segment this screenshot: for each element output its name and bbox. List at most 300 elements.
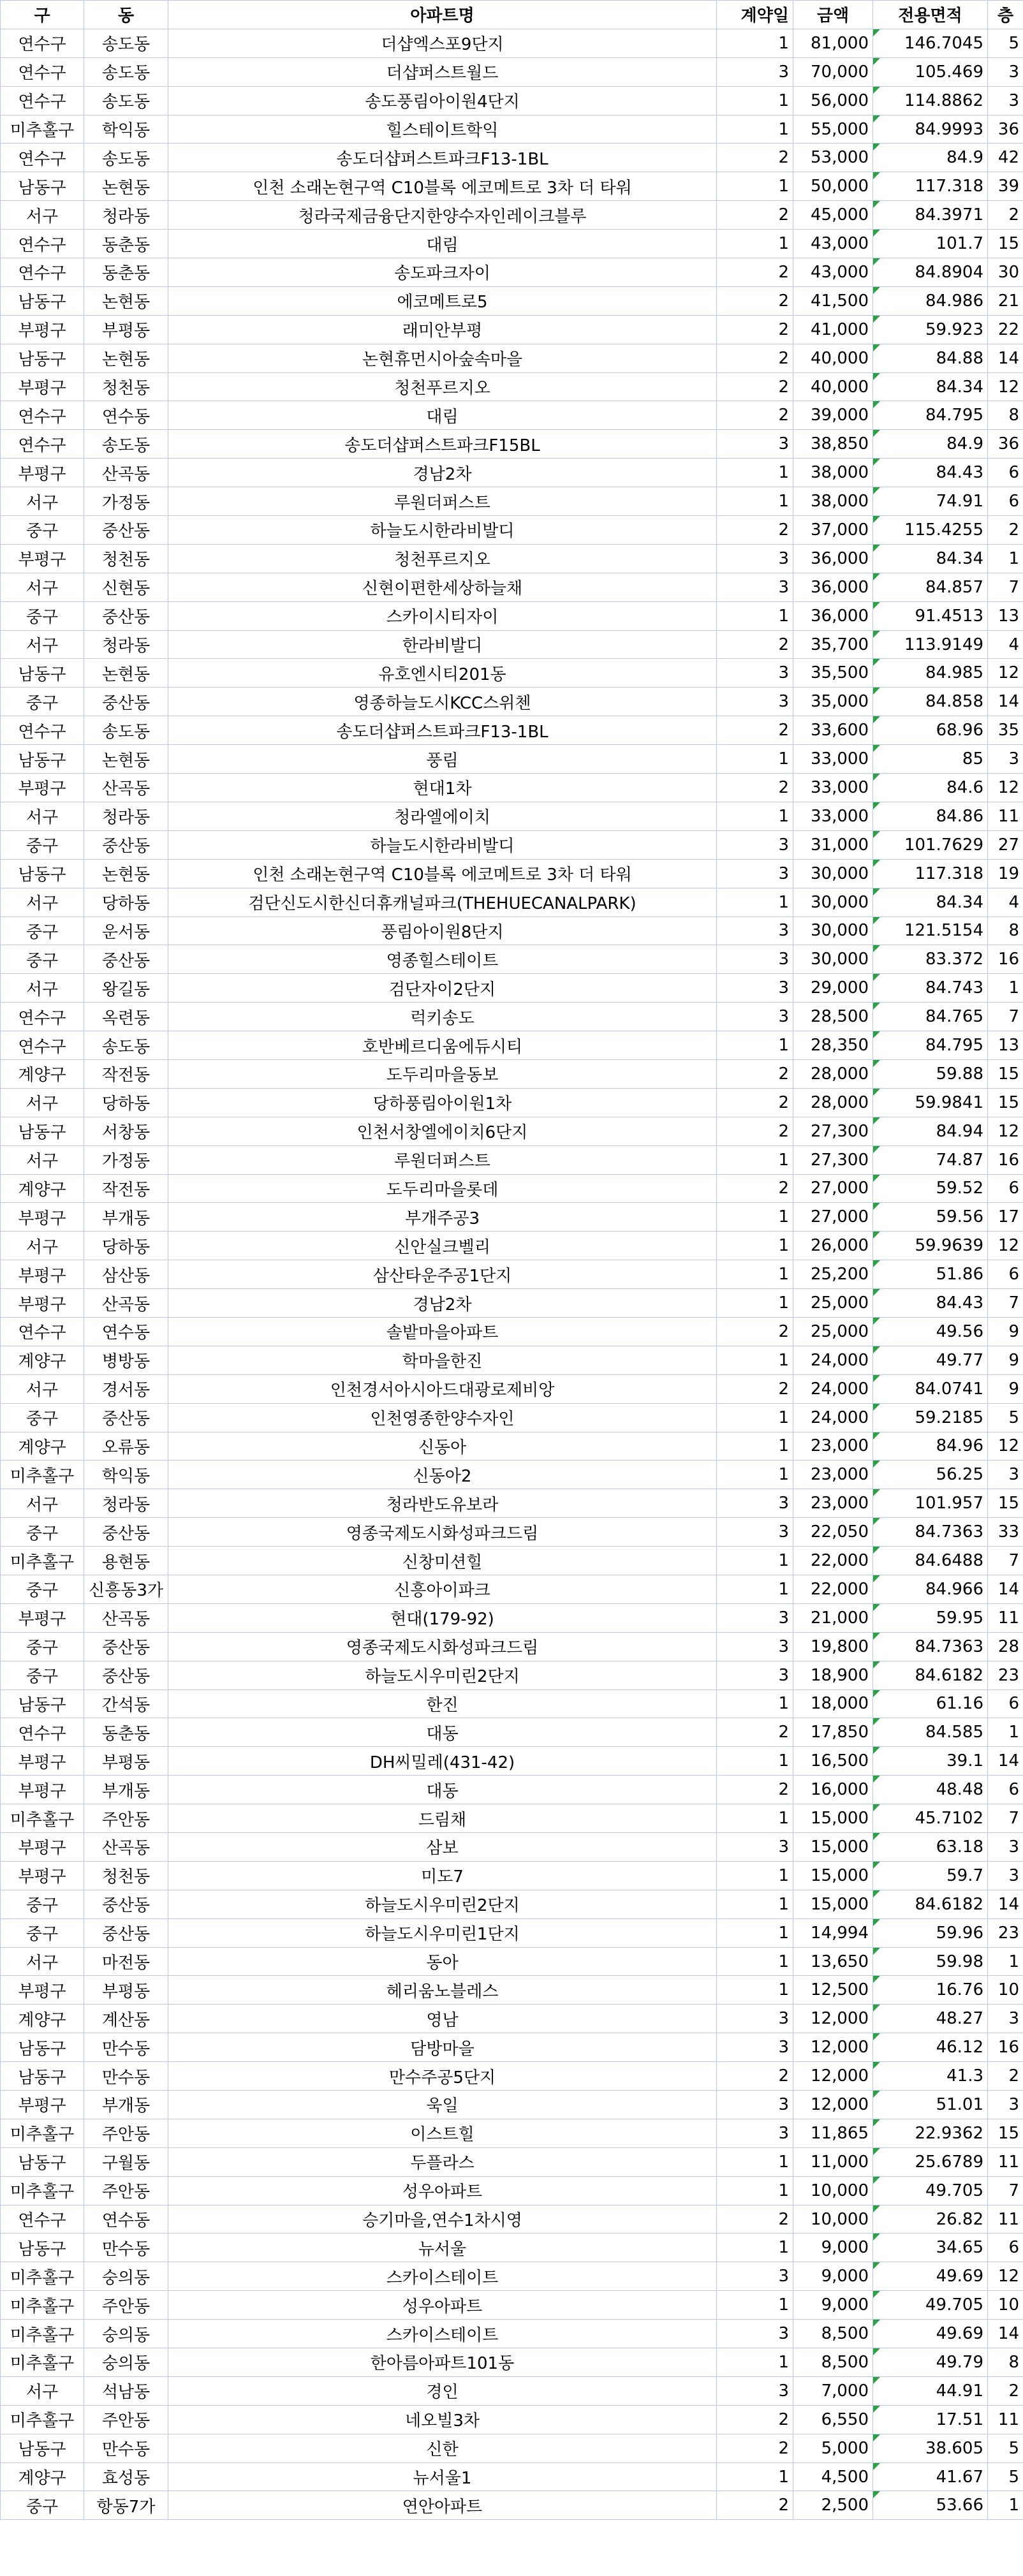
cell-apartment-name[interactable]: 논현휴먼시아숲속마을 — [168, 344, 717, 372]
cell-amount[interactable]: 81,000 — [793, 29, 873, 57]
cell-contract-day[interactable]: 1 — [717, 1689, 793, 1718]
cell-amount[interactable]: 9,000 — [793, 2234, 873, 2262]
cell-apartment-name[interactable]: 승기마을,연수1차시영 — [168, 2205, 717, 2234]
cell-apartment-name[interactable]: 청천푸르지오 — [168, 544, 717, 573]
cell-apartment-name[interactable]: 영남 — [168, 2005, 717, 2033]
cell-gu[interactable]: 계양구 — [1, 2005, 84, 2033]
cell-gu[interactable]: 중구 — [1, 516, 84, 545]
cell-amount[interactable]: 33,600 — [793, 716, 873, 745]
cell-contract-day[interactable]: 1 — [717, 1403, 793, 1432]
cell-gu[interactable]: 남동구 — [1, 172, 84, 201]
cell-gu[interactable]: 연수구 — [1, 230, 84, 258]
cell-apartment-name[interactable]: 청천푸르지오 — [168, 372, 717, 401]
cell-apartment-name[interactable]: 루원더퍼스트 — [168, 1145, 717, 1174]
cell-area[interactable]: 17.51 — [873, 2405, 988, 2434]
header-floor[interactable]: 층 — [988, 1, 1023, 29]
cell-floor[interactable]: 12 — [988, 1117, 1023, 1145]
cell-dong[interactable]: 가정동 — [84, 1145, 168, 1174]
cell-floor[interactable]: 6 — [988, 1174, 1023, 1203]
cell-floor[interactable]: 3 — [988, 2005, 1023, 2033]
cell-amount[interactable]: 70,000 — [793, 57, 873, 86]
cell-dong[interactable]: 구월동 — [84, 2147, 168, 2176]
cell-floor[interactable]: 3 — [988, 1461, 1023, 1489]
cell-apartment-name[interactable]: 헤리움노블레스 — [168, 1976, 717, 2005]
cell-area[interactable]: 84.795 — [873, 1031, 988, 1060]
cell-apartment-name[interactable]: 신현이편한세상하늘채 — [168, 573, 717, 601]
cell-area[interactable]: 46.12 — [873, 2033, 988, 2062]
header-dong[interactable]: 동 — [84, 1, 168, 29]
cell-floor[interactable]: 22 — [988, 315, 1023, 344]
cell-floor[interactable]: 1 — [988, 974, 1023, 1003]
cell-floor[interactable]: 33 — [988, 1518, 1023, 1547]
cell-contract-day[interactable]: 3 — [717, 1661, 793, 1689]
cell-amount[interactable]: 40,000 — [793, 344, 873, 372]
cell-area[interactable]: 85 — [873, 745, 988, 774]
cell-area[interactable]: 39.1 — [873, 1747, 988, 1776]
cell-amount[interactable]: 50,000 — [793, 172, 873, 201]
cell-floor[interactable]: 1 — [988, 1718, 1023, 1747]
cell-gu[interactable]: 중구 — [1, 688, 84, 716]
cell-apartment-name[interactable]: 하늘도시우미린2단지 — [168, 1661, 717, 1689]
cell-gu[interactable]: 부평구 — [1, 1747, 84, 1776]
cell-amount[interactable]: 18,000 — [793, 1689, 873, 1718]
cell-contract-day[interactable]: 1 — [717, 1575, 793, 1603]
cell-floor[interactable]: 12 — [988, 774, 1023, 802]
cell-amount[interactable]: 11,000 — [793, 2147, 873, 2176]
cell-apartment-name[interactable]: 인천 소래논현구역 C10블록 에코메트로 3차 더 타워 — [168, 859, 717, 888]
cell-gu[interactable]: 서구 — [1, 1489, 84, 1518]
cell-dong[interactable]: 용현동 — [84, 1547, 168, 1575]
cell-floor[interactable]: 2 — [988, 516, 1023, 545]
cell-gu[interactable]: 서구 — [1, 802, 84, 830]
cell-apartment-name[interactable]: 당하풍림아이원1차 — [168, 1088, 717, 1117]
cell-amount[interactable]: 26,000 — [793, 1232, 873, 1260]
cell-dong[interactable]: 만수동 — [84, 2234, 168, 2262]
cell-dong[interactable]: 부개동 — [84, 1203, 168, 1232]
cell-gu[interactable]: 중구 — [1, 1575, 84, 1603]
cell-dong[interactable]: 중산동 — [84, 688, 168, 716]
cell-gu[interactable]: 서구 — [1, 1232, 84, 1260]
cell-area[interactable]: 84.8904 — [873, 258, 988, 287]
cell-gu[interactable]: 남동구 — [1, 859, 84, 888]
cell-gu[interactable]: 서구 — [1, 888, 84, 916]
cell-apartment-name[interactable]: 만수주공5단지 — [168, 2062, 717, 2091]
cell-floor[interactable]: 6 — [988, 1776, 1023, 1804]
cell-dong[interactable]: 송도동 — [84, 29, 168, 57]
cell-apartment-name[interactable]: 한아름아파트101동 — [168, 2348, 717, 2377]
cell-floor[interactable]: 3 — [988, 57, 1023, 86]
cell-amount[interactable]: 22,000 — [793, 1575, 873, 1603]
header-apartment-name[interactable]: 아파트명 — [168, 1, 717, 29]
cell-floor[interactable]: 14 — [988, 2320, 1023, 2348]
cell-apartment-name[interactable]: 송도풍림아이원4단지 — [168, 86, 717, 115]
cell-area[interactable]: 84.743 — [873, 974, 988, 1003]
cell-amount[interactable]: 16,000 — [793, 1776, 873, 1804]
cell-apartment-name[interactable]: 풍림 — [168, 745, 717, 774]
cell-dong[interactable]: 숭의동 — [84, 2348, 168, 2377]
cell-apartment-name[interactable]: 하늘도시한라비발디 — [168, 516, 717, 545]
cell-apartment-name[interactable]: 한라비발디 — [168, 630, 717, 659]
cell-contract-day[interactable]: 3 — [717, 544, 793, 573]
cell-floor[interactable]: 16 — [988, 945, 1023, 974]
cell-contract-day[interactable]: 1 — [717, 1547, 793, 1575]
cell-floor[interactable]: 3 — [988, 1833, 1023, 1862]
cell-area[interactable]: 121.5154 — [873, 916, 988, 945]
cell-apartment-name[interactable]: 풍림아이원8단지 — [168, 916, 717, 945]
cell-area[interactable]: 105.469 — [873, 57, 988, 86]
cell-dong[interactable]: 숭의동 — [84, 2320, 168, 2348]
cell-floor[interactable]: 7 — [988, 1804, 1023, 1833]
cell-floor[interactable]: 8 — [988, 916, 1023, 945]
cell-dong[interactable]: 중산동 — [84, 1632, 168, 1661]
cell-gu[interactable]: 남동구 — [1, 2062, 84, 2091]
cell-gu[interactable]: 계양구 — [1, 2462, 84, 2491]
cell-area[interactable]: 84.96 — [873, 1432, 988, 1461]
cell-floor[interactable]: 12 — [988, 659, 1023, 688]
cell-floor[interactable]: 6 — [988, 459, 1023, 487]
cell-dong[interactable]: 중산동 — [84, 945, 168, 974]
cell-area[interactable]: 59.98 — [873, 1947, 988, 1976]
cell-contract-day[interactable]: 3 — [717, 916, 793, 945]
cell-gu[interactable]: 부평구 — [1, 372, 84, 401]
cell-gu[interactable]: 연수구 — [1, 716, 84, 745]
cell-apartment-name[interactable]: 인천영종한양수자인 — [168, 1403, 717, 1432]
cell-gu[interactable]: 중구 — [1, 1632, 84, 1661]
cell-gu[interactable]: 부평구 — [1, 1289, 84, 1318]
cell-apartment-name[interactable]: 성우아파트 — [168, 2291, 717, 2320]
cell-amount[interactable]: 27,000 — [793, 1203, 873, 1232]
cell-area[interactable]: 16.76 — [873, 1976, 988, 2005]
cell-gu[interactable]: 중구 — [1, 1661, 84, 1689]
cell-floor[interactable]: 15 — [988, 1059, 1023, 1088]
cell-contract-day[interactable]: 1 — [717, 2348, 793, 2377]
cell-dong[interactable]: 만수동 — [84, 2033, 168, 2062]
cell-amount[interactable]: 8,500 — [793, 2320, 873, 2348]
cell-dong[interactable]: 삼산동 — [84, 1260, 168, 1289]
cell-floor[interactable]: 12 — [988, 372, 1023, 401]
cell-floor[interactable]: 35 — [988, 716, 1023, 745]
cell-apartment-name[interactable]: 하늘도시우미린2단지 — [168, 1890, 717, 1918]
cell-gu[interactable]: 남동구 — [1, 286, 84, 315]
cell-gu[interactable]: 연수구 — [1, 258, 84, 287]
cell-amount[interactable]: 22,000 — [793, 1547, 873, 1575]
cell-dong[interactable]: 산곡동 — [84, 459, 168, 487]
cell-contract-day[interactable]: 2 — [717, 716, 793, 745]
cell-dong[interactable]: 부평동 — [84, 315, 168, 344]
cell-dong[interactable]: 병방동 — [84, 1346, 168, 1374]
cell-apartment-name[interactable]: 송도더샵퍼스트파크F13-1BL — [168, 144, 717, 172]
cell-contract-day[interactable]: 2 — [717, 315, 793, 344]
cell-apartment-name[interactable]: 두플라스 — [168, 2147, 717, 2176]
cell-contract-day[interactable]: 1 — [717, 459, 793, 487]
cell-amount[interactable]: 38,000 — [793, 487, 873, 516]
cell-floor[interactable]: 39 — [988, 172, 1023, 201]
cell-area[interactable]: 49.69 — [873, 2320, 988, 2348]
cell-amount[interactable]: 15,000 — [793, 1833, 873, 1862]
cell-apartment-name[interactable]: 인천서창엘에이치6단지 — [168, 1117, 717, 1145]
cell-apartment-name[interactable]: 영종국제도시화성파크드림 — [168, 1632, 717, 1661]
cell-amount[interactable]: 22,050 — [793, 1518, 873, 1547]
cell-dong[interactable]: 연수동 — [84, 1317, 168, 1346]
cell-dong[interactable]: 송도동 — [84, 144, 168, 172]
cell-amount[interactable]: 25,000 — [793, 1289, 873, 1318]
cell-area[interactable]: 84.986 — [873, 286, 988, 315]
cell-dong[interactable]: 주안동 — [84, 1804, 168, 1833]
cell-gu[interactable]: 미추홀구 — [1, 2405, 84, 2434]
cell-area[interactable]: 84.7363 — [873, 1518, 988, 1547]
cell-apartment-name[interactable]: 삼보 — [168, 1833, 717, 1862]
cell-area[interactable]: 45.7102 — [873, 1804, 988, 1833]
cell-gu[interactable]: 중구 — [1, 601, 84, 630]
cell-area[interactable]: 84.6182 — [873, 1890, 988, 1918]
cell-contract-day[interactable]: 3 — [717, 2119, 793, 2147]
cell-floor[interactable]: 4 — [988, 888, 1023, 916]
cell-floor[interactable]: 3 — [988, 745, 1023, 774]
cell-dong[interactable]: 학익동 — [84, 1461, 168, 1489]
cell-area[interactable]: 84.765 — [873, 1003, 988, 1031]
cell-floor[interactable]: 2 — [988, 201, 1023, 230]
cell-gu[interactable]: 부평구 — [1, 459, 84, 487]
cell-apartment-name[interactable]: 신안실크벨리 — [168, 1232, 717, 1260]
cell-apartment-name[interactable]: 현대(179-92) — [168, 1603, 717, 1632]
cell-apartment-name[interactable]: 경인 — [168, 2376, 717, 2405]
cell-amount[interactable]: 41,000 — [793, 315, 873, 344]
cell-apartment-name[interactable]: 루원더퍼스트 — [168, 487, 717, 516]
cell-area[interactable]: 22.9362 — [873, 2119, 988, 2147]
cell-amount[interactable]: 19,800 — [793, 1632, 873, 1661]
cell-area[interactable]: 84.9 — [873, 430, 988, 459]
cell-area[interactable]: 84.43 — [873, 459, 988, 487]
cell-area[interactable]: 34.65 — [873, 2234, 988, 2262]
cell-area[interactable]: 49.56 — [873, 1317, 988, 1346]
cell-gu[interactable]: 부평구 — [1, 1976, 84, 2005]
cell-area[interactable]: 61.16 — [873, 1689, 988, 1718]
cell-apartment-name[interactable]: 스카이스테이트 — [168, 2262, 717, 2291]
cell-dong[interactable]: 논현동 — [84, 344, 168, 372]
cell-gu[interactable]: 연수구 — [1, 1031, 84, 1060]
cell-contract-day[interactable]: 2 — [717, 2434, 793, 2462]
cell-contract-day[interactable]: 1 — [717, 2291, 793, 2320]
cell-apartment-name[interactable]: 스카이시티자이 — [168, 601, 717, 630]
cell-apartment-name[interactable]: 청라엘에이치 — [168, 802, 717, 830]
cell-apartment-name[interactable]: 뉴서울1 — [168, 2462, 717, 2491]
cell-contract-day[interactable]: 2 — [717, 774, 793, 802]
cell-dong[interactable]: 송도동 — [84, 716, 168, 745]
cell-dong[interactable]: 가정동 — [84, 487, 168, 516]
cell-area[interactable]: 83.372 — [873, 945, 988, 974]
cell-area[interactable]: 48.27 — [873, 2005, 988, 2033]
cell-amount[interactable]: 12,000 — [793, 2062, 873, 2091]
cell-dong[interactable]: 동춘동 — [84, 1718, 168, 1747]
cell-dong[interactable]: 중산동 — [84, 830, 168, 859]
cell-contract-day[interactable]: 1 — [717, 172, 793, 201]
cell-floor[interactable]: 6 — [988, 2234, 1023, 2262]
cell-gu[interactable]: 미추홀구 — [1, 2320, 84, 2348]
cell-floor[interactable]: 11 — [988, 2147, 1023, 2176]
cell-gu[interactable]: 서구 — [1, 1947, 84, 1976]
cell-gu[interactable]: 부평구 — [1, 1861, 84, 1890]
cell-contract-day[interactable]: 3 — [717, 945, 793, 974]
cell-amount[interactable]: 8,500 — [793, 2348, 873, 2377]
cell-amount[interactable]: 24,000 — [793, 1374, 873, 1403]
cell-area[interactable]: 59.56 — [873, 1203, 988, 1232]
cell-floor[interactable]: 27 — [988, 830, 1023, 859]
cell-dong[interactable]: 마전동 — [84, 1947, 168, 1976]
cell-contract-day[interactable]: 3 — [717, 659, 793, 688]
cell-gu[interactable]: 연수구 — [1, 401, 84, 430]
cell-area[interactable]: 59.95 — [873, 1603, 988, 1632]
cell-apartment-name[interactable]: 연안아파트 — [168, 2491, 717, 2520]
cell-gu[interactable]: 중구 — [1, 945, 84, 974]
cell-contract-day[interactable]: 2 — [717, 2062, 793, 2091]
cell-apartment-name[interactable]: 청라반도유보라 — [168, 1489, 717, 1518]
cell-area[interactable]: 115.4255 — [873, 516, 988, 545]
cell-apartment-name[interactable]: 인천 소래논현구역 C10블록 에코메트로 3차 더 타워 — [168, 172, 717, 201]
cell-contract-day[interactable]: 2 — [717, 372, 793, 401]
header-contract-day[interactable]: 계약일 — [717, 1, 793, 29]
cell-dong[interactable]: 중산동 — [84, 1918, 168, 1947]
cell-area[interactable]: 49.77 — [873, 1346, 988, 1374]
cell-contract-day[interactable]: 1 — [717, 1031, 793, 1060]
cell-area[interactable]: 114.8862 — [873, 86, 988, 115]
cell-floor[interactable]: 28 — [988, 1632, 1023, 1661]
cell-contract-day[interactable]: 1 — [717, 2176, 793, 2205]
cell-dong[interactable]: 석남동 — [84, 2376, 168, 2405]
cell-contract-day[interactable]: 1 — [717, 1145, 793, 1174]
cell-area[interactable]: 84.6182 — [873, 1661, 988, 1689]
header-gu[interactable]: 구 — [1, 1, 84, 29]
cell-floor[interactable]: 3 — [988, 1861, 1023, 1890]
cell-floor[interactable]: 19 — [988, 859, 1023, 888]
cell-amount[interactable]: 28,500 — [793, 1003, 873, 1031]
cell-gu[interactable]: 남동구 — [1, 2434, 84, 2462]
cell-floor[interactable]: 7 — [988, 1547, 1023, 1575]
cell-dong[interactable]: 부평동 — [84, 1976, 168, 2005]
cell-area[interactable]: 84.3971 — [873, 201, 988, 230]
cell-dong[interactable]: 왕길동 — [84, 974, 168, 1003]
cell-area[interactable]: 49.705 — [873, 2291, 988, 2320]
cell-apartment-name[interactable]: DH씨밀레(431-42) — [168, 1747, 717, 1776]
cell-floor[interactable]: 3 — [988, 2091, 1023, 2119]
cell-contract-day[interactable]: 2 — [717, 1117, 793, 1145]
cell-amount[interactable]: 5,000 — [793, 2434, 873, 2462]
cell-amount[interactable]: 53,000 — [793, 144, 873, 172]
cell-dong[interactable]: 옥련동 — [84, 1003, 168, 1031]
cell-dong[interactable]: 송도동 — [84, 430, 168, 459]
cell-area[interactable]: 84.966 — [873, 1575, 988, 1603]
cell-area[interactable]: 26.82 — [873, 2205, 988, 2234]
cell-amount[interactable]: 9,000 — [793, 2291, 873, 2320]
cell-dong[interactable]: 청라동 — [84, 1489, 168, 1518]
cell-gu[interactable]: 연수구 — [1, 86, 84, 115]
cell-apartment-name[interactable]: 대동 — [168, 1776, 717, 1804]
cell-apartment-name[interactable]: 송도더샵퍼스트파크F13-1BL — [168, 716, 717, 745]
cell-apartment-name[interactable]: 부개주공3 — [168, 1203, 717, 1232]
cell-gu[interactable]: 미추홀구 — [1, 1804, 84, 1833]
cell-floor[interactable]: 1 — [988, 1947, 1023, 1976]
cell-gu[interactable]: 부평구 — [1, 315, 84, 344]
cell-dong[interactable]: 중산동 — [84, 1518, 168, 1547]
cell-contract-day[interactable]: 3 — [717, 430, 793, 459]
cell-amount[interactable]: 12,500 — [793, 1976, 873, 2005]
cell-floor[interactable]: 13 — [988, 601, 1023, 630]
cell-amount[interactable]: 56,000 — [793, 86, 873, 115]
cell-floor[interactable]: 23 — [988, 1661, 1023, 1689]
cell-floor[interactable]: 15 — [988, 230, 1023, 258]
cell-area[interactable]: 41.67 — [873, 2462, 988, 2491]
cell-dong[interactable]: 만수동 — [84, 2062, 168, 2091]
cell-apartment-name[interactable]: 스카이스테이트 — [168, 2320, 717, 2348]
cell-floor[interactable]: 36 — [988, 115, 1023, 144]
cell-gu[interactable]: 서구 — [1, 1088, 84, 1117]
cell-contract-day[interactable]: 3 — [717, 830, 793, 859]
cell-dong[interactable]: 효성동 — [84, 2462, 168, 2491]
cell-area[interactable]: 74.87 — [873, 1145, 988, 1174]
cell-contract-day[interactable]: 3 — [717, 2320, 793, 2348]
cell-dong[interactable]: 부개동 — [84, 1776, 168, 1804]
cell-gu[interactable]: 연수구 — [1, 2205, 84, 2234]
cell-area[interactable]: 84.43 — [873, 1289, 988, 1318]
cell-area[interactable]: 117.318 — [873, 172, 988, 201]
cell-gu[interactable]: 부평구 — [1, 1833, 84, 1862]
cell-dong[interactable]: 중산동 — [84, 1890, 168, 1918]
cell-gu[interactable]: 중구 — [1, 2491, 84, 2520]
cell-floor[interactable]: 13 — [988, 1031, 1023, 1060]
cell-area[interactable]: 74.91 — [873, 487, 988, 516]
cell-apartment-name[interactable]: 호반베르디움에듀시티 — [168, 1031, 717, 1060]
cell-floor[interactable]: 7 — [988, 1289, 1023, 1318]
cell-floor[interactable]: 11 — [988, 2205, 1023, 2234]
cell-area[interactable]: 101.7629 — [873, 830, 988, 859]
cell-contract-day[interactable]: 2 — [717, 1317, 793, 1346]
cell-dong[interactable]: 청라동 — [84, 802, 168, 830]
cell-floor[interactable]: 2 — [988, 2376, 1023, 2405]
cell-area[interactable]: 146.7045 — [873, 29, 988, 57]
cell-dong[interactable]: 주안동 — [84, 2176, 168, 2205]
cell-amount[interactable]: 38,000 — [793, 459, 873, 487]
cell-floor[interactable]: 42 — [988, 144, 1023, 172]
cell-gu[interactable]: 서구 — [1, 487, 84, 516]
cell-floor[interactable]: 7 — [988, 2176, 1023, 2205]
cell-dong[interactable]: 산곡동 — [84, 774, 168, 802]
cell-gu[interactable]: 연수구 — [1, 144, 84, 172]
cell-apartment-name[interactable]: 신한 — [168, 2434, 717, 2462]
cell-floor[interactable]: 3 — [988, 86, 1023, 115]
cell-dong[interactable]: 산곡동 — [84, 1289, 168, 1318]
cell-contract-day[interactable]: 1 — [717, 230, 793, 258]
cell-contract-day[interactable]: 2 — [717, 258, 793, 287]
cell-amount[interactable]: 30,000 — [793, 888, 873, 916]
cell-apartment-name[interactable]: 미도7 — [168, 1861, 717, 1890]
cell-gu[interactable]: 남동구 — [1, 659, 84, 688]
cell-dong[interactable]: 오류동 — [84, 1432, 168, 1461]
cell-apartment-name[interactable]: 신동아2 — [168, 1461, 717, 1489]
cell-contract-day[interactable]: 2 — [717, 1718, 793, 1747]
cell-amount[interactable]: 43,000 — [793, 258, 873, 287]
cell-floor[interactable]: 16 — [988, 1145, 1023, 1174]
cell-floor[interactable]: 5 — [988, 29, 1023, 57]
header-area[interactable]: 전용면적 — [873, 1, 988, 29]
cell-gu[interactable]: 남동구 — [1, 1689, 84, 1718]
cell-apartment-name[interactable]: 경남2차 — [168, 1289, 717, 1318]
cell-gu[interactable]: 중구 — [1, 1890, 84, 1918]
cell-dong[interactable]: 주안동 — [84, 2119, 168, 2147]
cell-contract-day[interactable]: 2 — [717, 401, 793, 430]
cell-gu[interactable]: 계양구 — [1, 1174, 84, 1203]
cell-dong[interactable]: 경서동 — [84, 1374, 168, 1403]
cell-amount[interactable]: 25,000 — [793, 1317, 873, 1346]
cell-amount[interactable]: 35,500 — [793, 659, 873, 688]
